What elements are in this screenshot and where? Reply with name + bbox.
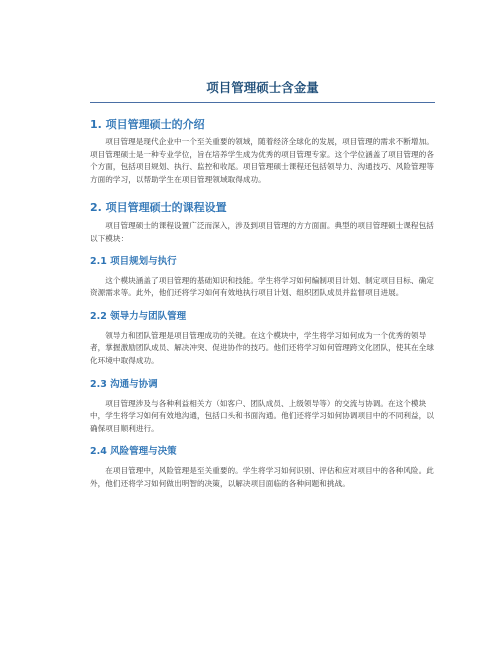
subsection-heading-leadership: 2.2 领导力与团队管理 — [90, 310, 187, 322]
subsection-body-leadership: 领导力和团队管理是项目管理成功的关键。在这个模块中，学生将学习如何成为一个优秀的领导者，掌握激励团队成员、解决冲突、促进协作的技巧。他们还将学习如何管理跨文化团队，使其在全球化环境中取得成功。 — [90, 330, 434, 365]
section-body-curriculum: 项目管理硕士的课程设置广泛而深入，涉及到项目管理的方方面面。典型的项目管理硕士课程包括以下模块： — [90, 221, 434, 243]
subsection-body-risk: 在项目管理中，风险管理是至关重要的。学生将学习如何识别、评估和应对项目中的各种风险。此外，他们还将学习如何做出明智的决策，以解决项目面临的各种问题和挑战。 — [90, 466, 434, 488]
section-body-introduction: 项目管理是现代企业中一个至关重要的领域，随着经济全球化的发展，项目管理的需求不断增加。项目管理硕士是一种专业学位，旨在培养学生成为优秀的项目管理专家。这个学位涵盖了项目管理的各个方面，包括项目规划、执行、监控和收尾。项目管理硕士课程还包括领导力、沟通技巧、风险管理等方面的学习，以帮助学生在项目管理领域取得成功。 — [90, 137, 434, 184]
subsection-heading-planning: 2.1 项目规划与执行 — [90, 255, 177, 267]
subsection-body-planning: 这个模块涵盖了项目管理的基础知识和技能。学生将学习如何编制项目计划、制定项目目标、确定资源需求等。此外，他们还将学习如何有效地执行项目计划、组织团队成员并监督项目进展。 — [90, 275, 434, 298]
section-heading-curriculum: 2. 项目管理硕士的课程设置 — [90, 201, 227, 215]
document-page — [90, 0, 435, 491]
subsection-heading-communication: 2.3 沟通与协调 — [90, 378, 158, 390]
subsection-body-communication: 项目管理涉及与各种利益相关方（如客户、团队成员、上级领导等）的交流与协调。在这个模块中，学生将学习如何有效地沟通，包括口头和书面沟通。他们还将学习如何协调项目中的不同利益，以确保项目顺利进行。 — [90, 398, 434, 433]
section-heading-introduction: 1. 项目管理硕士的介绍 — [90, 118, 205, 131]
title-divider — [90, 102, 435, 103]
subsection-heading-risk: 2.4 风险管理与决策 — [90, 446, 177, 458]
document-title: 项目管理硕士含金量 — [206, 80, 319, 95]
